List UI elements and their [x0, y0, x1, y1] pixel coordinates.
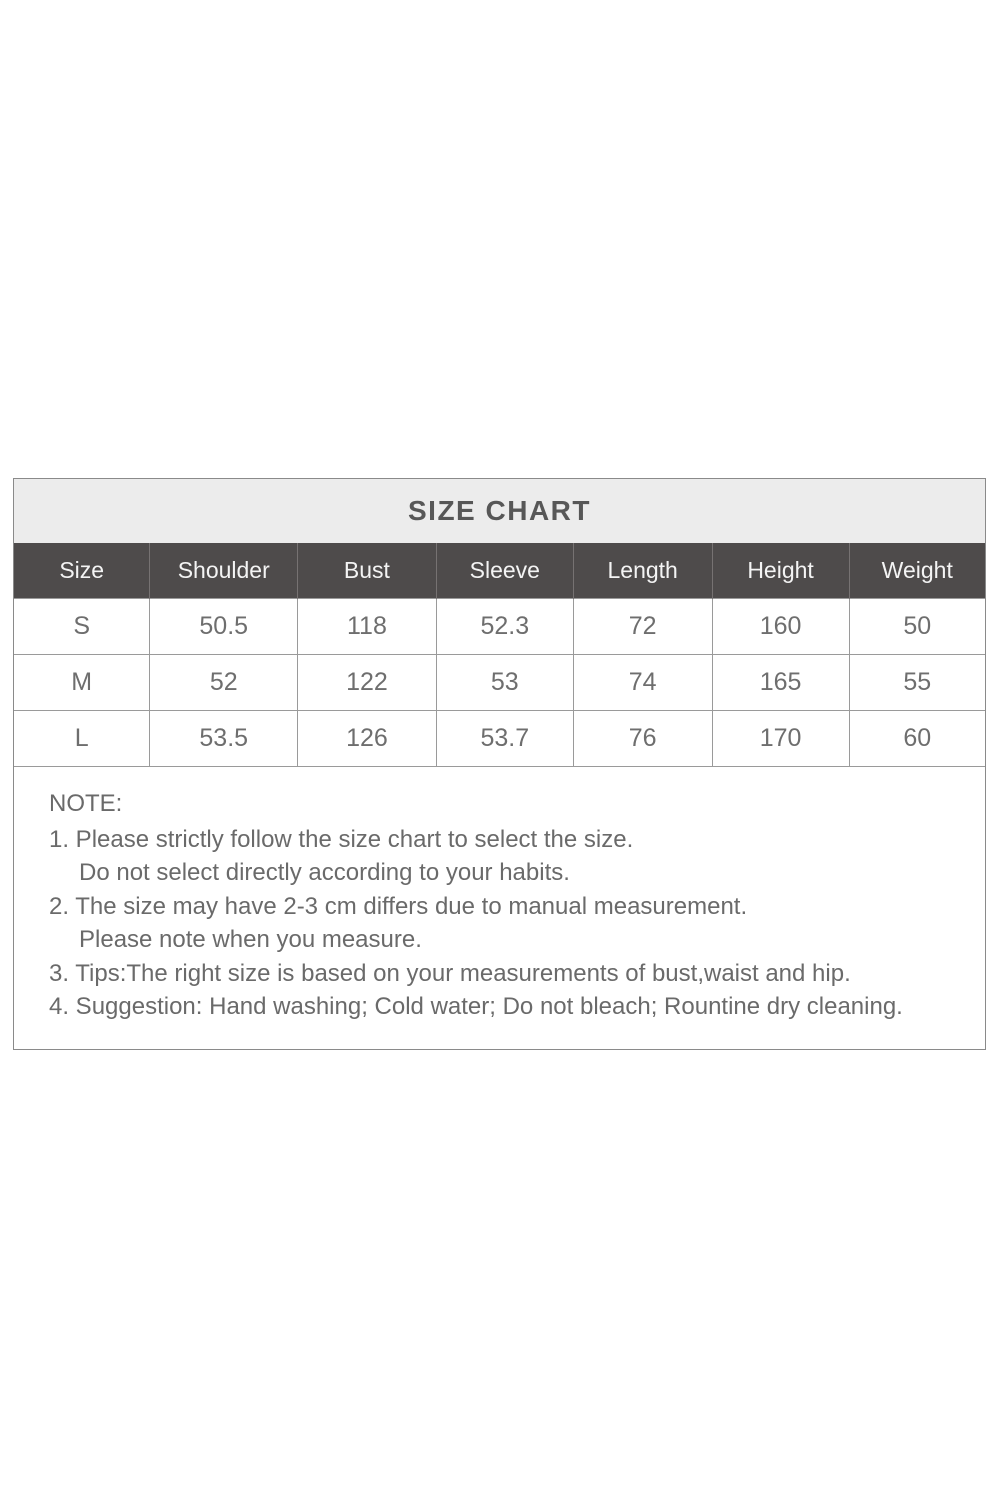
cell-s-size: S — [14, 599, 150, 655]
cell-m-weight: 55 — [849, 655, 985, 711]
cell-s-shoulder: 50.5 — [150, 599, 298, 655]
cell-l-shoulder: 53.5 — [150, 711, 298, 767]
cell-l-sleeve: 53.7 — [436, 711, 573, 767]
cell-m-height: 165 — [712, 655, 849, 711]
column-header-size: Size — [14, 543, 150, 599]
note-line-2-continued: Please note when you measure. — [79, 926, 422, 953]
size-chart-title: SIZE CHART — [408, 495, 591, 526]
cell-m-sleeve: 53 — [436, 655, 573, 711]
note-line-1-continued: Do not select directly according to your habits. — [79, 859, 570, 886]
cell-l-height: 170 — [712, 711, 849, 767]
cell-s-bust: 118 — [298, 599, 437, 655]
notes-heading: NOTE: — [49, 790, 123, 817]
cell-m-size: M — [14, 655, 150, 711]
column-header-height: Height — [712, 543, 849, 599]
cell-l-length: 76 — [573, 711, 712, 767]
cell-s-length: 72 — [573, 599, 712, 655]
note-line-1: 1. Please strictly follow the size chart to select the size. — [49, 825, 634, 853]
cell-l-weight: 60 — [849, 711, 985, 767]
table-row-size-s — [14, 599, 985, 655]
column-header-weight: Weight — [849, 543, 985, 599]
cell-s-height: 160 — [712, 599, 849, 655]
size-table-header-row — [14, 543, 985, 599]
cell-m-shoulder: 52 — [150, 655, 298, 711]
cell-l-bust: 126 — [298, 711, 437, 767]
table-row-size-m — [14, 655, 985, 711]
notes-section — [14, 767, 985, 1049]
note-line-2: 2. The size may have 2-3 cm differs due to manual measurement. — [49, 892, 748, 920]
column-header-sleeve: Sleeve — [436, 543, 573, 599]
size-chart-title-bar — [14, 479, 985, 543]
table-row-size-l — [14, 711, 985, 767]
column-header-bust: Bust — [298, 543, 437, 599]
cell-s-sleeve: 52.3 — [436, 599, 573, 655]
cell-l-size: L — [14, 711, 150, 767]
column-header-shoulder: Shoulder — [150, 543, 298, 599]
size-table — [14, 543, 985, 767]
column-header-length: Length — [573, 543, 712, 599]
note-line-4: 4. Suggestion: Hand washing; Cold water; Do not bleach; Rountine dry cleaning. — [49, 993, 903, 1020]
size-chart-box — [13, 478, 986, 1050]
cell-s-weight: 50 — [849, 599, 985, 655]
note-line-3: 3. Tips:The right size is based on your measurements of bust,waist and hip. — [49, 959, 851, 987]
cell-m-bust: 122 — [298, 655, 437, 711]
cell-m-length: 74 — [573, 655, 712, 711]
